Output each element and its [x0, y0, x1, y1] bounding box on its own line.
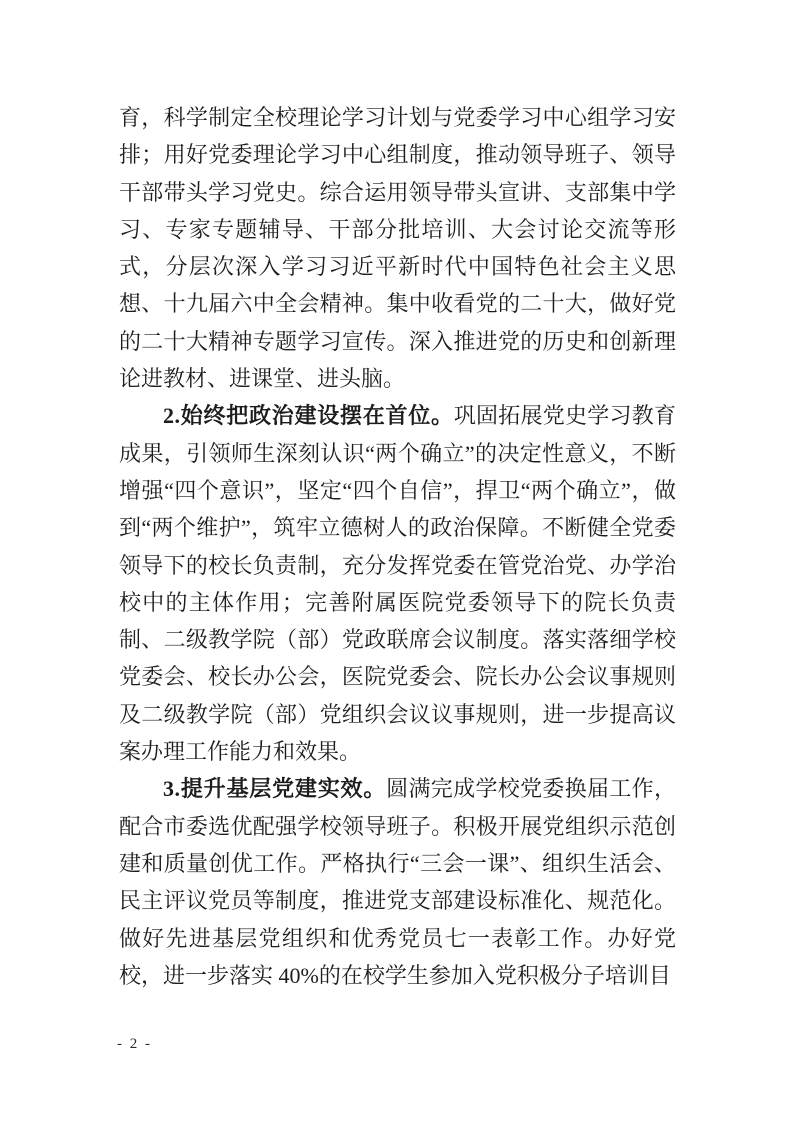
paragraph-text: 巩固拓展党史学习教育成果，引领师生深刻认识“两个确立”的决定性意义，不断增强“四个意识”，坚定“四个自信”，捍卫“两个确立”，做到“两个维护”，筑牢立德树人的政治保障。不断健全党委领导下的校长负责制，充分发挥党委在管党治党、办学治校中的主体作用；完善附属医院党委领导下的院长负责制、二级教学院（部）党政联席会议制度。落实落细学校党委会、校长办公会，医院党委会、院长办公会议事规则及二级教学院（部）党组织会议议事规则，进一步提高议案办理工作能力和效果。 — [119, 403, 676, 765]
paragraph-grassroots-party-building — [119, 770, 676, 994]
page-number: - 2 - — [117, 1036, 152, 1052]
paragraph-text: 育，科学制定全校理论学习计划与党委学习中心组学习安排；用好党委理论学习中心组制度，推动领导班子、领导干部带头学习党史。综合运用领导带头宣讲、支部集中学习、专家专题辅导、干部分批培训、大会讨论交流等形式，分层次深入学习习近平新时代中国特色社会主义思想、十九届六中全会精神。集中收看党的二十大，做好党的二十大精神专题学习宣传。深入推进党的历史和创新理论进教材、进课堂、进头脑。 — [119, 105, 676, 392]
paragraph-heading: 3.提升基层党建实效。 — [163, 776, 387, 802]
paragraph-text: 圆满完成学校党委换届工作，配合市委选优配强学校领导班子。积极开展党组织示范创建和质量创优工作。严格执行“三会一课”、组织生活会、民主评议党员等制度，推进党支部建设标准化、规范化。做好先进基层党组织和优秀党员七一表彰工作。办好党校，进一步落实 40%的在校学生参加入党积极分子培训目 — [119, 776, 676, 988]
paragraph-political-building — [119, 397, 676, 770]
document-body — [119, 99, 676, 994]
paragraph-heading: 2.始终把政治建设摆在首位。 — [163, 403, 454, 429]
paragraph-continuation — [119, 99, 676, 397]
